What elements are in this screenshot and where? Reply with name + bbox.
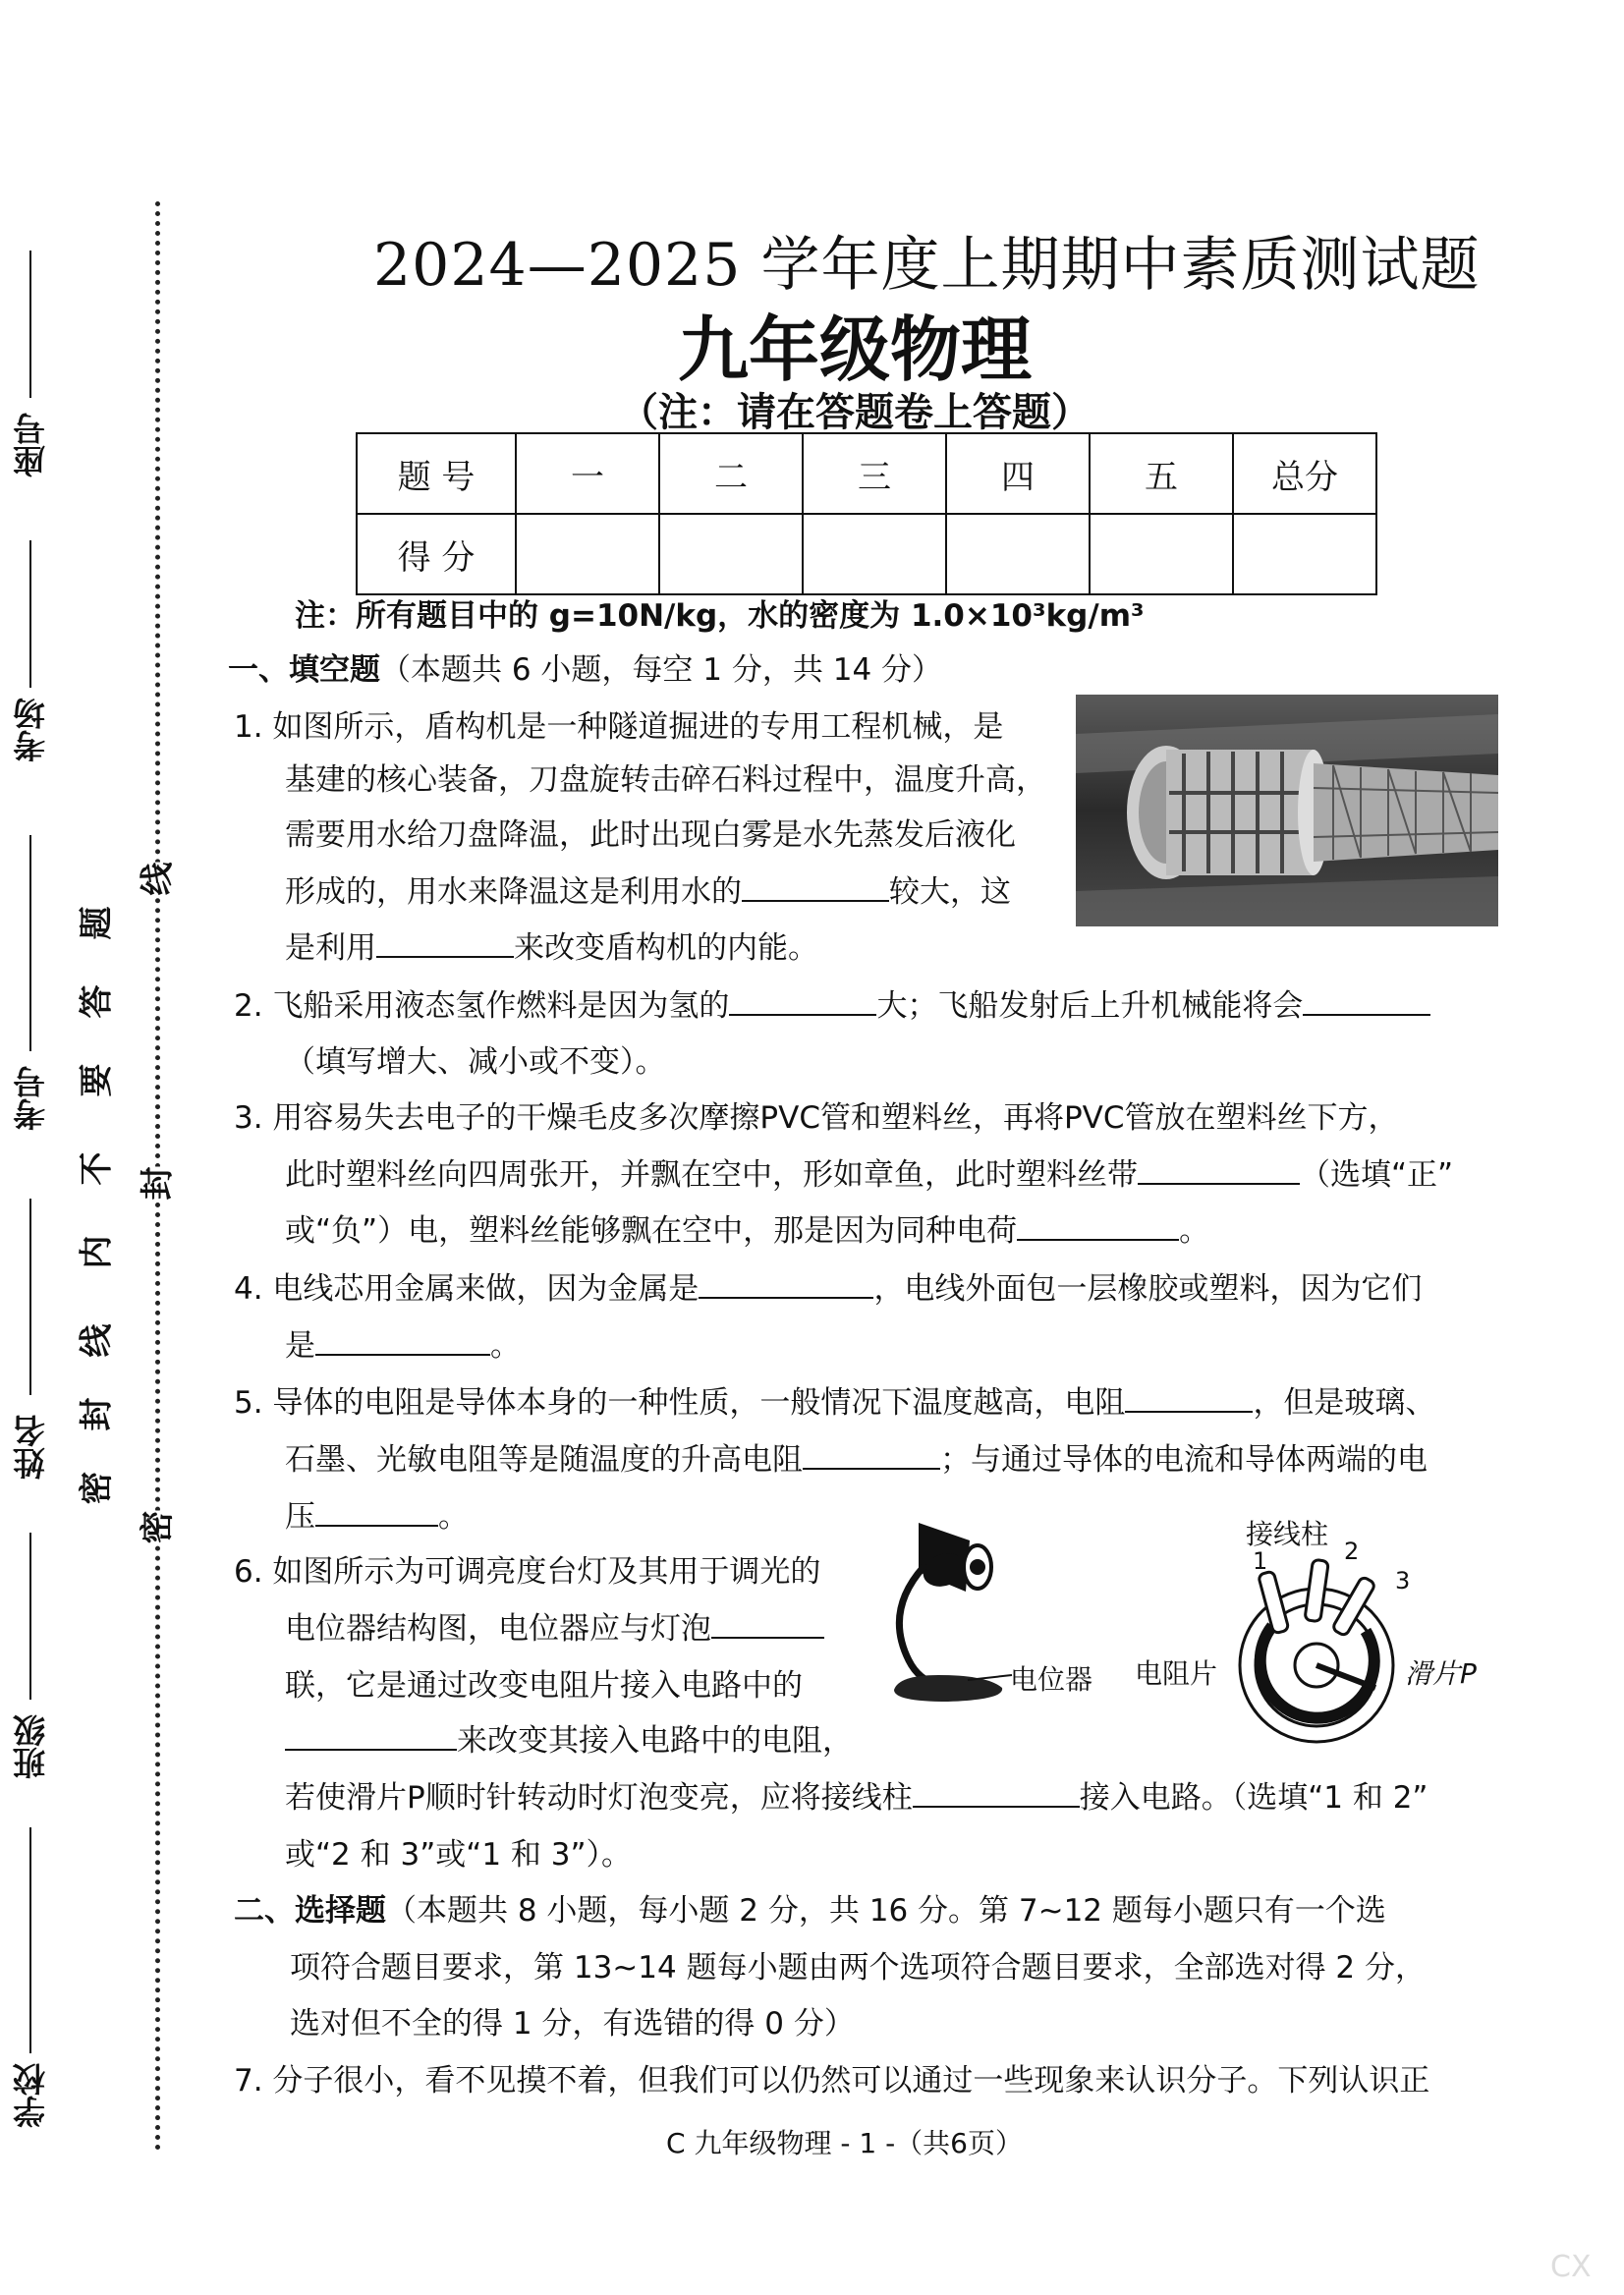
q6-blank-1[interactable] — [711, 1609, 824, 1639]
page-footer: C 九年级物理 - 1 -（共6页） — [666, 2127, 1023, 2159]
score-cell: 五 — [1090, 433, 1233, 514]
fig-label-resistor: 电阻片 — [1135, 1657, 1218, 1690]
section2-title: 二、选择题 — [234, 1893, 386, 1929]
q5-line — [285, 1497, 469, 1537]
exam-title: 2024—2025 学年度上期期中素质测试题 — [373, 231, 1481, 300]
q3-line: 3. 用容易失去电子的干燥毛皮多次摩擦PVC管和塑料丝，再将PVC管放在塑料丝下方， — [234, 1100, 1399, 1136]
score-table-score-row — [357, 514, 1376, 594]
subject-title: 九年级物理 — [678, 308, 1033, 391]
q1-text: 形成的，用水来降温这是利用水的 — [285, 874, 742, 910]
q6-line: 6. 如图所示为可调亮度台灯及其用于调光的 — [234, 1554, 821, 1590]
score-cell: 题 号 — [357, 433, 516, 514]
q6-line — [285, 1721, 853, 1761]
q6-blank-2[interactable] — [285, 1721, 457, 1751]
q6-line: 或“2 和 3”或“1 和 3”）。 — [285, 1837, 633, 1873]
q4-text: 是 — [285, 1328, 315, 1364]
warning-char: 答 — [77, 984, 117, 1019]
q5-blank-3[interactable] — [315, 1497, 438, 1527]
q6-text: 接入电路。（选填“1 和 2” — [1079, 1780, 1428, 1816]
q2-line: （填写增大、减小或不变）。 — [285, 1044, 666, 1080]
seal-char-line: 线 — [131, 863, 179, 896]
watermark: CX — [1550, 2250, 1592, 2284]
q3-line — [285, 1155, 1453, 1195]
q4-text: ，电线外面包一层橡胶或塑料，因为它们 — [873, 1271, 1423, 1307]
q3-blank-1[interactable] — [1138, 1155, 1300, 1185]
room-line — [29, 540, 31, 688]
q3-text: （选填“正” — [1300, 1157, 1454, 1193]
warning-char: 要 — [77, 1063, 117, 1097]
section2-line — [234, 1891, 1386, 1931]
q2-text: 2. 飞船采用液态氢作燃料是因为氢的 — [234, 988, 730, 1024]
q1-line — [285, 928, 818, 968]
seat-label: 座号 — [12, 413, 50, 477]
q1-text: 来改变盾构机的内能。 — [514, 930, 818, 966]
warning-char: 密 — [77, 1471, 117, 1505]
score-cell: 得 分 — [357, 514, 516, 594]
q2-blank-1[interactable] — [729, 986, 876, 1016]
q1-blank-1[interactable] — [742, 872, 889, 902]
q5-text: ，但是玻璃、 — [1253, 1385, 1436, 1421]
q1-text: 较大，这 — [889, 874, 1011, 910]
section1-desc: （本题共 6 小题，每空 1 分，共 14 分） — [380, 652, 943, 688]
q5-text: 石墨、光敏电阻等是随温度的升高电阻 — [285, 1442, 803, 1478]
desk-lamp-figure — [879, 1513, 1017, 1709]
score-cell: 二 — [659, 433, 803, 514]
warning-char: 封 — [77, 1397, 117, 1431]
fig-label-number-2: 2 — [1344, 1538, 1360, 1565]
q4-text: 4. 电线芯用金属来做，因为金属是 — [234, 1271, 700, 1307]
q6-line — [285, 1609, 824, 1649]
fig-label-slider: 滑片P — [1405, 1657, 1477, 1690]
q4-blank-2[interactable] — [315, 1326, 490, 1356]
q3-text: 。 — [1179, 1213, 1210, 1249]
seal-char-seal: 封 — [131, 1167, 179, 1201]
shield-machine-photo — [1076, 695, 1498, 926]
fig-label-number-3: 3 — [1395, 1567, 1411, 1595]
score-table-header-row — [357, 433, 1376, 514]
q2-blank-2[interactable] — [1303, 986, 1430, 1016]
q6-text: 若使滑片P顺时针转动时灯泡变亮，应将接线柱 — [285, 1780, 913, 1816]
constants-note: 注：所有题目中的 g=10N/kg，水的密度为 1.0×10³kg/m³ — [295, 598, 1145, 634]
q3-line — [285, 1211, 1209, 1251]
q5-line — [285, 1440, 1428, 1480]
q5-text: 。 — [438, 1499, 469, 1535]
q4-line — [234, 1269, 1422, 1309]
warning-char: 内 — [77, 1235, 117, 1269]
fig-label-terminal: 接线柱 — [1246, 1518, 1329, 1550]
q4-blank-1[interactable] — [699, 1269, 873, 1299]
warning-char: 题 — [77, 906, 117, 940]
score-cell: 一 — [516, 433, 659, 514]
q5-text: 压 — [285, 1499, 315, 1535]
q1-line — [285, 872, 1011, 912]
q5-text: ；与通过导体的电流和导体两端的电 — [940, 1442, 1428, 1478]
score-input-cell[interactable] — [516, 514, 659, 594]
q4-text: 。 — [490, 1328, 521, 1364]
fig-label-number-1: 1 — [1253, 1547, 1268, 1575]
warning-char: 线 — [77, 1323, 117, 1358]
score-input-cell[interactable] — [659, 514, 803, 594]
q1-line: 基建的核心装备，刀盘旋转击碎石料过程中，温度升高， — [285, 762, 1046, 798]
exam-no-label: 考号 — [12, 1066, 50, 1131]
q5-blank-2[interactable] — [803, 1440, 940, 1470]
score-input-cell[interactable] — [1233, 514, 1376, 594]
q6-blank-3[interactable] — [913, 1778, 1080, 1808]
class-label: 班级 — [12, 1714, 50, 1779]
section2-desc: （本题共 8 小题，每小题 2 分，共 16 分。第 7~12 题每小题只有一个选 — [386, 1893, 1386, 1929]
seal-char-secret: 密 — [131, 1511, 179, 1544]
q5-text: 5. 导体的电阻是导体本身的一种性质，一般情况下温度越高，电阻 — [234, 1385, 1126, 1421]
school-line — [29, 1827, 31, 2053]
name-label: 姓名 — [12, 1415, 50, 1480]
score-cell: 四 — [946, 433, 1090, 514]
score-cell: 三 — [803, 433, 946, 514]
q3-blank-2[interactable] — [1017, 1211, 1179, 1241]
school-label: 学校 — [12, 2063, 50, 2128]
q2-text: 大；飞船发射后上升机械能将会 — [876, 988, 1304, 1024]
section1-heading — [228, 650, 942, 690]
q1-line: 1. 如图所示，盾构机是一种隧道掘进的专用工程机械，是 — [234, 709, 1004, 745]
q6-line: 联，它是通过改变电阻片接入电路中的 — [285, 1668, 803, 1704]
q7-line: 7. 分子很小，看不见摸不着，但我们可以仍然可以通过一些现象来认识分子。下列认识正 — [234, 2063, 1430, 2099]
warning-char: 不 — [77, 1151, 117, 1186]
q6-text: 电位器结构图，电位器应与灯泡 — [285, 1611, 711, 1647]
q3-text: 此时塑料丝向四周张开，并飘在空中，形如章鱼，此时塑料丝带 — [285, 1157, 1138, 1193]
answer-note: （注：请在答题卷上答题） — [619, 390, 1091, 435]
potentiometer-figure — [1218, 1552, 1425, 1749]
section2-line: 项符合题目要求，第 13~14 题每小题由两个选项符合题目要求，全部选对得 2 分， — [290, 1950, 1427, 1986]
exam-no-line — [29, 835, 31, 1051]
seat-line — [29, 251, 31, 398]
q2-line — [234, 986, 1430, 1026]
q3-text: 或“负”）电，塑料丝能够飘在空中，那是因为同种电荷 — [285, 1213, 1018, 1249]
q5-blank-1[interactable] — [1125, 1383, 1253, 1413]
fig-label-potentiometer: 电位器 — [1010, 1663, 1093, 1696]
q1-line: 需要用水给刀盘降温，此时出现白雾是水先蒸发后液化 — [285, 817, 1016, 853]
score-input-cell[interactable] — [1090, 514, 1233, 594]
score-input-cell[interactable] — [946, 514, 1090, 594]
section1-title: 一、填空题 — [228, 652, 380, 688]
q1-blank-2[interactable] — [376, 928, 514, 958]
q6-text: 来改变其接入电路中的电阻， — [457, 1723, 853, 1759]
q1-text: 是利用 — [285, 930, 376, 966]
score-table — [356, 432, 1377, 595]
q6-line — [285, 1778, 1428, 1818]
q5-line — [234, 1383, 1435, 1423]
name-line — [29, 1199, 31, 1395]
room-label: 考场 — [12, 698, 50, 762]
section2-line: 选对但不全的得 1 分，有选错的得 0 分） — [290, 2006, 855, 2042]
q4-line — [285, 1326, 521, 1366]
score-input-cell[interactable] — [803, 514, 946, 594]
score-cell: 总分 — [1233, 433, 1376, 514]
class-line — [29, 1533, 31, 1700]
